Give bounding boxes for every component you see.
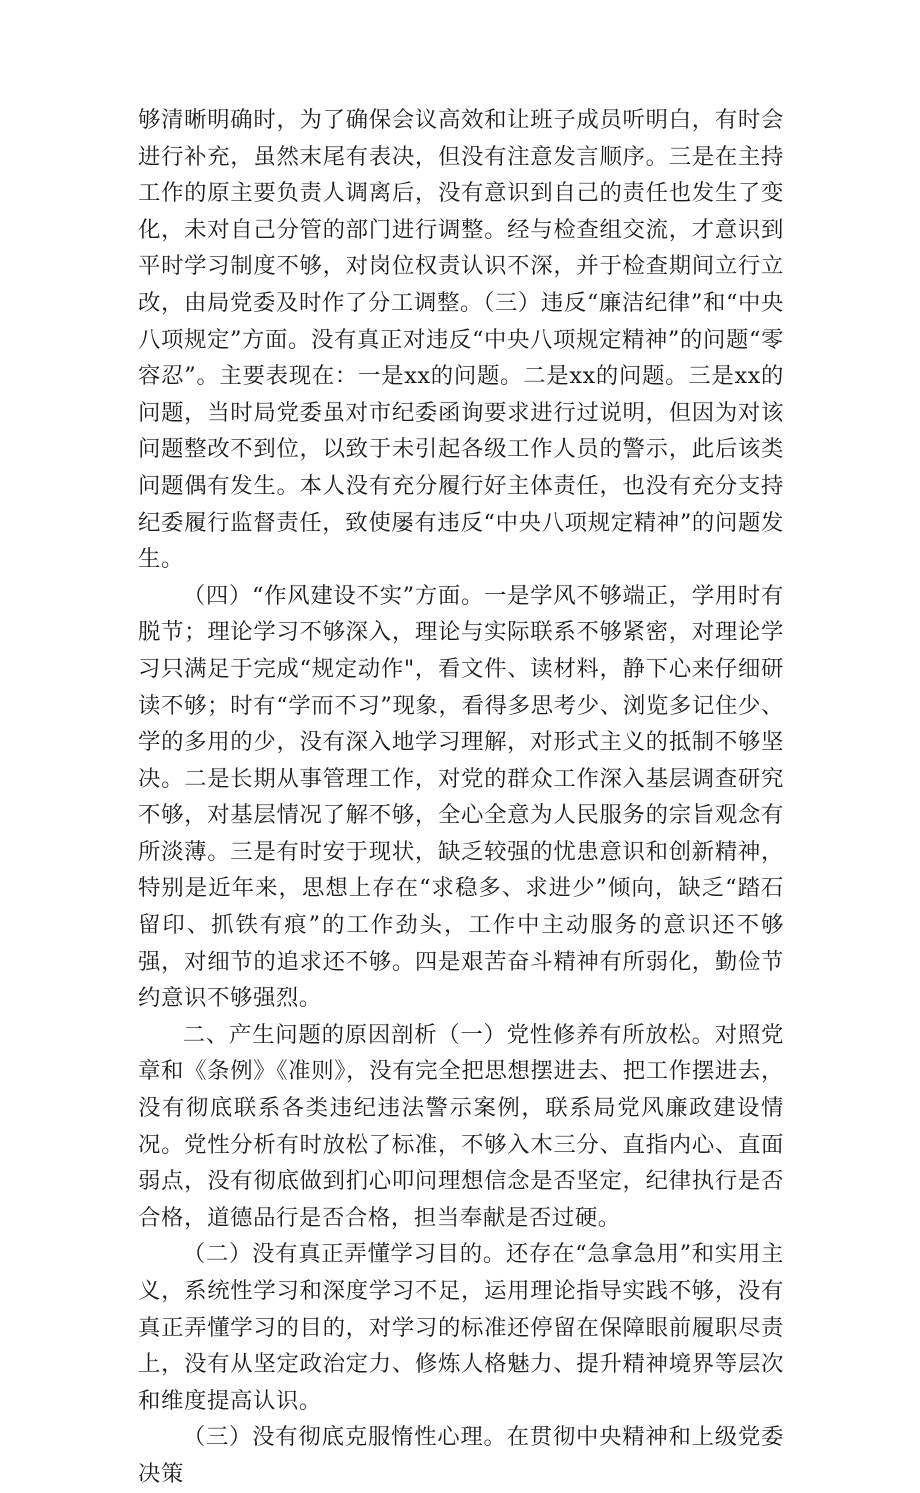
- paragraph-cause-analysis: 二、产生问题的原因剖析（一）党性修养有所放松。对照党章和《条例》《准则》，没有完全把思想摆进去、把工作摆进去，没有彻底联系各类违纪违法警示案例，联系局党风廉政建设情况。党性分析有时放松了标准，不够入木三分、直指内心、直面弱点，没有彻底做到扪心叩问理想信念是否坚定，纪律执行是否合格，道德品行是否合格，担当奉献是否过硬。: [138, 1021, 784, 1231]
- document-body: [138, 102, 784, 1493]
- paragraph-learning-purpose: （二）没有真正弄懂学习目的。还存在“急拿急用”和实用主义，系统性学习和深度学习不足，运用理论指导实践不够，没有真正弄懂学习的目的，对学习的标准还停留在保障眼前履职尽责上，没有从坚定政治定力、修炼人格魅力、提升精神境界等层次和维度提高认识。: [138, 1241, 784, 1414]
- paragraph-continuation: 够清晰明确时，为了确保会议高效和让班子成员听明白，有时会进行补充，虽然末尾有表决，但没有注意发言顺序。三是在主持工作的原主要负责人调离后，没有意识到自己的责任也发生了变化，未对自己分管的部门进行调整。经与检查组交流，才意识到平时学习制度不够，对岗位权责认识不深，并于检查期间立行立改，由局党委及时作了分工调整。（三）违反“廉洁纪律”和“中央八项规定”方面。没有真正对违反“中央八项规定精神”的问题“零容忍”。主要表现在：一是xx的问题。二是xx的问题。三是xx的问题，当时局党委虽对市纪委函询要求进行过说明，但因为对该问题整改不到位，以致于未引起各级工作人员的警示，此后该类问题偶有发生。本人没有充分履行好主体责任，也没有充分支持纪委履行监督责任，致使屡有违反“中央八项规定精神”的问题发生。: [138, 107, 784, 573]
- paragraph-work-style: （四）“作风建设不实”方面。一是学风不够端正，学用时有脱节；理论学习不够深入，理论与实际联系不够紧密，对理论学习只满足于完成“规定动作"，看文件、读材料，静下心来仔细研读不够；时有“学而不习”现象，看得多思考少、浏览多记住少、学的多用的少，没有深入地学习理解，对形式主义的抵制不够坚决。二是长期从事管理工作，对党的群众工作深入基层调查研究不够，对基层情况了解不够，全心全意为人民服务的宗旨观念有所淡薄。三是有时安于现状，缺乏较强的忧患意识和创新精神，特别是近年来，思想上存在“求稳多、求进少”倾向，缺乏“踏石留印、抓铁有痕”的工作劲头，工作中主动服务的意识还不够强，对细节的追求还不够。四是艰苦奋斗精神有所弱化，勤俭节约意识不够强烈。: [138, 582, 784, 1012]
- paragraph-inertia: （三）没有彻底克服惰性心理。在贯彻中央精神和上级党委决策: [138, 1424, 784, 1487]
